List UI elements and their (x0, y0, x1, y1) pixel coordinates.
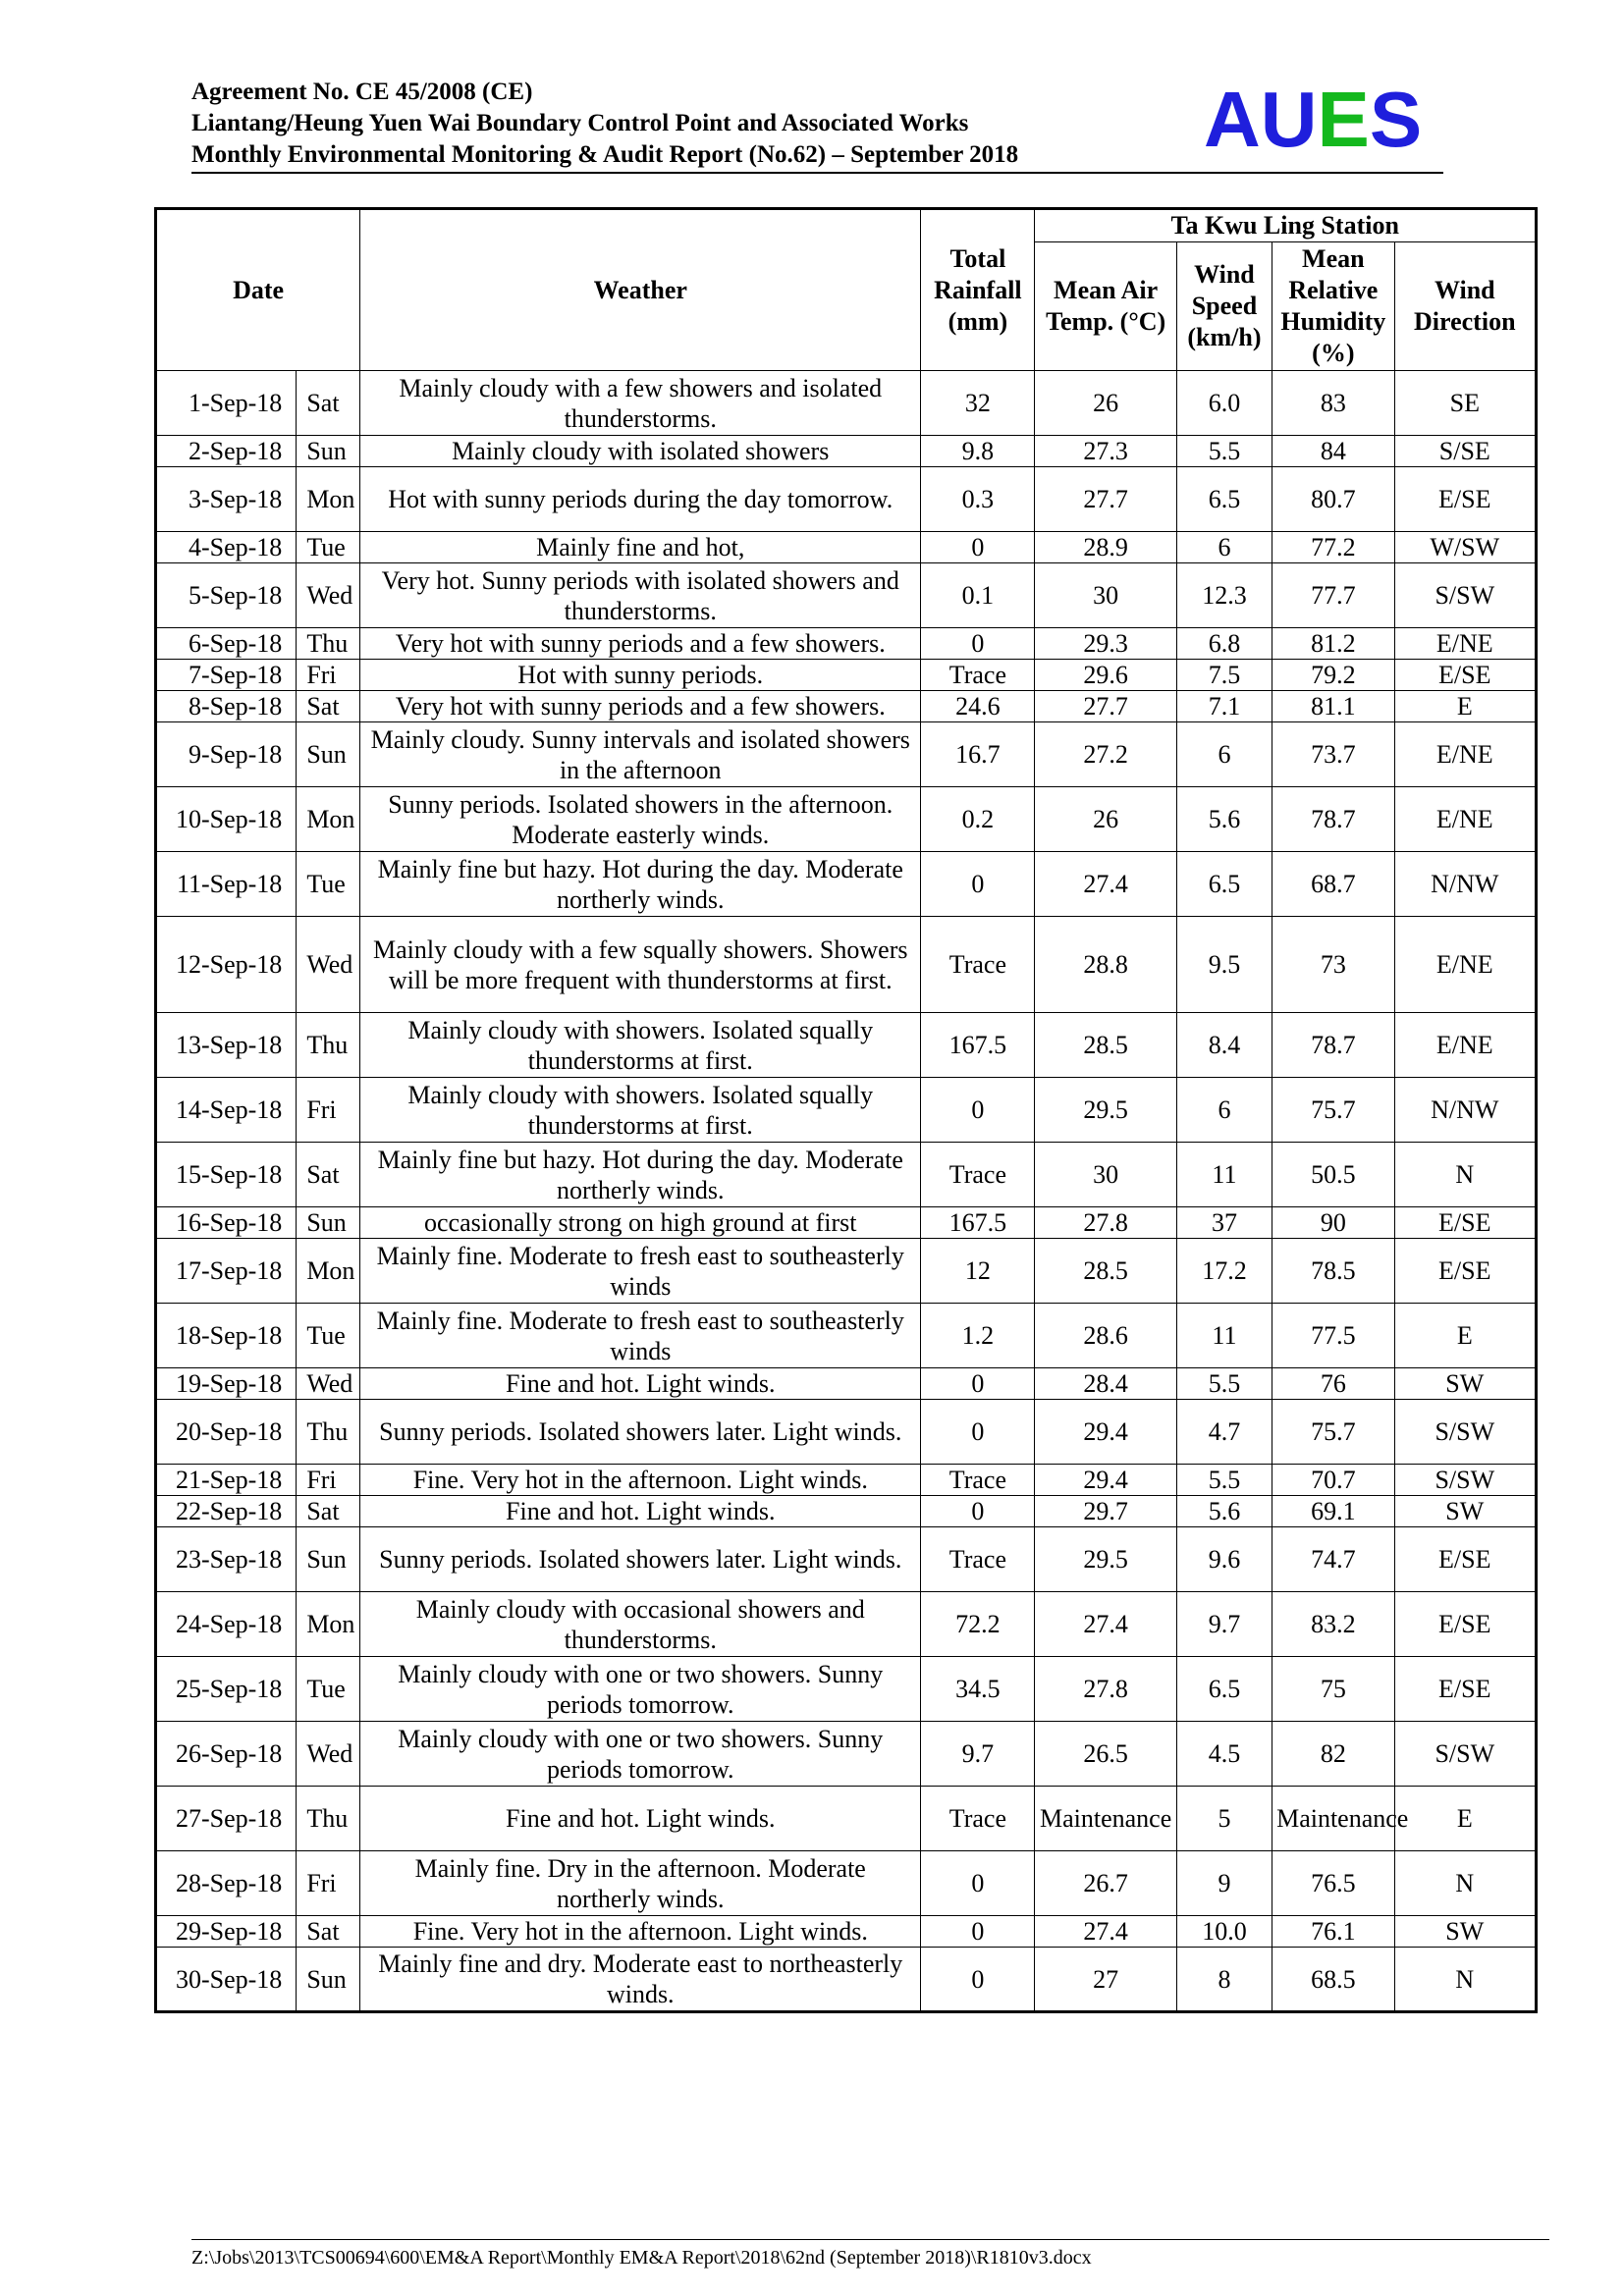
table-row (156, 1657, 1537, 1722)
table-cell-rainfall: 32 (921, 371, 1035, 436)
table-cell-wind-direction: E (1394, 1787, 1536, 1851)
table-cell-weather: Mainly cloudy with a few showers and isolated thunderstorms. (360, 371, 921, 436)
table-cell-wind-direction: S/SW (1394, 1722, 1536, 1787)
table-row (156, 1916, 1537, 1948)
table-cell-day: Thu (297, 1400, 360, 1465)
table-cell-weather: Mainly fine. Dry in the afternoon. Moderate northerly winds. (360, 1851, 921, 1916)
table-row (156, 1368, 1537, 1400)
table-cell-rainfall: 1.2 (921, 1304, 1035, 1368)
table-cell-date: 23-Sep-18 (156, 1527, 297, 1592)
table-cell-humidity: 75.7 (1272, 1078, 1394, 1143)
table-cell-date: 27-Sep-18 (156, 1787, 297, 1851)
table-cell-rainfall: Trace (921, 1143, 1035, 1207)
table-cell-date: 19-Sep-18 (156, 1368, 297, 1400)
table-cell-day: Mon (297, 787, 360, 852)
table-cell-humidity: 77.5 (1272, 1304, 1394, 1368)
table-cell-day: Sun (297, 1948, 360, 2012)
table-cell-rainfall: 0 (921, 1368, 1035, 1400)
table-cell-wind-direction: W/SW (1394, 532, 1536, 563)
table-cell-wind-direction: E/SE (1394, 467, 1536, 532)
table-cell-weather: Fine. Very hot in the afternoon. Light winds. (360, 1916, 921, 1948)
table-cell-temp: 27.7 (1035, 691, 1176, 722)
table-cell-day: Sun (297, 1207, 360, 1239)
table-cell-wind-direction: E (1394, 691, 1536, 722)
table-cell-date: 16-Sep-18 (156, 1207, 297, 1239)
table-cell-wind-speed: 8.4 (1176, 1013, 1272, 1078)
table-cell-day: Tue (297, 1657, 360, 1722)
table-cell-weather: Hot with sunny periods during the day tomorrow. (360, 467, 921, 532)
header-station: Ta Kwu Ling Station (1035, 209, 1537, 242)
table-cell-weather: Mainly cloudy with showers. Isolated squally thunderstorms at first. (360, 1078, 921, 1143)
table-cell-wind-direction: N (1394, 1143, 1536, 1207)
table-cell-rainfall: 0.1 (921, 563, 1035, 628)
table-cell-humidity: 90 (1272, 1207, 1394, 1239)
table-cell-weather: Mainly cloudy with a few squally showers. Showers will be more frequent with thunderstorms at first. (360, 917, 921, 1013)
table-cell-wind-speed: 8 (1176, 1948, 1272, 2012)
table-cell-rainfall: 0 (921, 1851, 1035, 1916)
table-cell-wind-speed: 6.5 (1176, 467, 1272, 532)
project-title: Liantang/Heung Yuen Wai Boundary Control Point and Associated Works (191, 110, 969, 136)
table-cell-date: 30-Sep-18 (156, 1948, 297, 2012)
table-cell-temp: 30 (1035, 563, 1176, 628)
header-date: Date (156, 209, 360, 371)
table-cell-wind-direction: S/SE (1394, 436, 1536, 467)
table-cell-humidity: 76.5 (1272, 1851, 1394, 1916)
table-body (156, 371, 1537, 2012)
table-row (156, 1592, 1537, 1657)
table-cell-weather: Mainly cloudy with one or two showers. Sunny periods tomorrow. (360, 1657, 921, 1722)
table-cell-date: 21-Sep-18 (156, 1465, 297, 1496)
table-row (156, 371, 1537, 436)
table-cell-weather: Fine and hot. Light winds. (360, 1368, 921, 1400)
table-cell-date: 5-Sep-18 (156, 563, 297, 628)
table-cell-rainfall: 9.8 (921, 436, 1035, 467)
table-row (156, 660, 1537, 691)
table-cell-wind-direction: E/NE (1394, 917, 1536, 1013)
table-cell-wind-speed: 5.6 (1176, 1496, 1272, 1527)
table-cell-rainfall: 16.7 (921, 722, 1035, 787)
table-cell-wind-direction: SW (1394, 1496, 1536, 1527)
table-cell-wind-direction: E/NE (1394, 722, 1536, 787)
table-row (156, 787, 1537, 852)
table-cell-temp: Maintenance (1035, 1787, 1176, 1851)
table-cell-rainfall: 0 (921, 1916, 1035, 1948)
header-wind-speed: Wind Speed (km/h) (1176, 242, 1272, 371)
table-cell-rainfall: Trace (921, 1527, 1035, 1592)
table-cell-weather: Mainly cloudy with showers. Isolated squally thunderstorms at first. (360, 1013, 921, 1078)
table-cell-wind-direction: N (1394, 1851, 1536, 1916)
table-cell-wind-direction: S/SW (1394, 563, 1536, 628)
table-cell-rainfall: 72.2 (921, 1592, 1035, 1657)
table-cell-humidity: 80.7 (1272, 467, 1394, 532)
table-cell-temp: 26 (1035, 787, 1176, 852)
table-cell-day: Sat (297, 371, 360, 436)
table-cell-weather: Mainly fine and dry. Moderate east to northeasterly winds. (360, 1948, 921, 2012)
table-row (156, 722, 1537, 787)
table-cell-temp: 29.4 (1035, 1465, 1176, 1496)
table-cell-humidity: 78.5 (1272, 1239, 1394, 1304)
table-cell-day: Mon (297, 1592, 360, 1657)
table-cell-day: Sun (297, 1527, 360, 1592)
table-cell-weather: Mainly cloudy with isolated showers (360, 436, 921, 467)
table-cell-rainfall: Trace (921, 1465, 1035, 1496)
table-cell-humidity: 84 (1272, 436, 1394, 467)
table-cell-rainfall: Trace (921, 1787, 1035, 1851)
table-cell-wind-speed: 5.6 (1176, 787, 1272, 852)
table-cell-wind-speed: 4.5 (1176, 1722, 1272, 1787)
table-cell-weather: occasionally strong on high ground at first (360, 1207, 921, 1239)
table-cell-date: 10-Sep-18 (156, 787, 297, 852)
table-cell-temp: 26 (1035, 371, 1176, 436)
table-cell-day: Sat (297, 1496, 360, 1527)
table-cell-humidity: 73 (1272, 917, 1394, 1013)
report-title: Monthly Environmental Monitoring & Audit Report (No.62) – September 2018 (191, 141, 1019, 168)
table-cell-humidity: 83 (1272, 371, 1394, 436)
table-row (156, 691, 1537, 722)
table-cell-wind-speed: 6.8 (1176, 628, 1272, 660)
table-cell-rainfall: 0.3 (921, 467, 1035, 532)
table-cell-wind-direction: E/SE (1394, 1527, 1536, 1592)
table-cell-day: Sat (297, 1916, 360, 1948)
table-cell-humidity: 81.2 (1272, 628, 1394, 660)
table-cell-rainfall: Trace (921, 917, 1035, 1013)
table-cell-date: 3-Sep-18 (156, 467, 297, 532)
table-cell-temp: 28.6 (1035, 1304, 1176, 1368)
table-cell-date: 14-Sep-18 (156, 1078, 297, 1143)
table-cell-day: Tue (297, 852, 360, 917)
table-cell-wind-speed: 10.0 (1176, 1916, 1272, 1948)
table-cell-wind-speed: 9 (1176, 1851, 1272, 1916)
table-cell-wind-speed: 6 (1176, 532, 1272, 563)
table-row (156, 532, 1537, 563)
table-cell-day: Wed (297, 563, 360, 628)
table-cell-humidity: 76.1 (1272, 1916, 1394, 1948)
table-cell-wind-speed: 7.5 (1176, 660, 1272, 691)
table-cell-date: 22-Sep-18 (156, 1496, 297, 1527)
table-cell-temp: 27.4 (1035, 852, 1176, 917)
table-cell-wind-speed: 5.5 (1176, 1465, 1272, 1496)
table-cell-wind-direction: N (1394, 1948, 1536, 2012)
table-cell-temp: 28.4 (1035, 1368, 1176, 1400)
table-cell-temp: 28.9 (1035, 532, 1176, 563)
table-cell-humidity: 69.1 (1272, 1496, 1394, 1527)
table-cell-date: 26-Sep-18 (156, 1722, 297, 1787)
table-cell-date: 2-Sep-18 (156, 436, 297, 467)
table-cell-date: 11-Sep-18 (156, 852, 297, 917)
table-row (156, 1078, 1537, 1143)
table-cell-humidity: Maintenance (1272, 1787, 1394, 1851)
table-cell-date: 29-Sep-18 (156, 1916, 297, 1948)
table-cell-temp: 26.5 (1035, 1722, 1176, 1787)
table-cell-weather: Sunny periods. Isolated showers later. Light winds. (360, 1400, 921, 1465)
table-cell-rainfall: 0 (921, 1400, 1035, 1465)
table-cell-date: 1-Sep-18 (156, 371, 297, 436)
table-cell-day: Fri (297, 1851, 360, 1916)
table-cell-temp: 28.5 (1035, 1013, 1176, 1078)
table-cell-weather: Mainly fine and hot, (360, 532, 921, 563)
table-cell-weather: Mainly cloudy. Sunny intervals and isolated showers in the afternoon (360, 722, 921, 787)
table-cell-date: 28-Sep-18 (156, 1851, 297, 1916)
table-cell-date: 6-Sep-18 (156, 628, 297, 660)
table-cell-temp: 27.7 (1035, 467, 1176, 532)
table-cell-temp: 27.8 (1035, 1657, 1176, 1722)
table-cell-rainfall: 167.5 (921, 1013, 1035, 1078)
table-cell-rainfall: 24.6 (921, 691, 1035, 722)
table-cell-wind-speed: 5.5 (1176, 1368, 1272, 1400)
table-cell-temp: 29.4 (1035, 1400, 1176, 1465)
table-cell-temp: 28.5 (1035, 1239, 1176, 1304)
table-cell-weather: Mainly fine but hazy. Hot during the day. Moderate northerly winds. (360, 852, 921, 917)
table-cell-rainfall: 0 (921, 628, 1035, 660)
table-cell-day: Sun (297, 722, 360, 787)
table-cell-date: 12-Sep-18 (156, 917, 297, 1013)
table-cell-day: Fri (297, 1465, 360, 1496)
table-row (156, 1465, 1537, 1496)
table-cell-wind-direction: SW (1394, 1368, 1536, 1400)
table-cell-day: Fri (297, 660, 360, 691)
table-cell-weather: Very hot with sunny periods and a few showers. (360, 628, 921, 660)
table-cell-weather: Mainly cloudy with one or two showers. Sunny periods tomorrow. (360, 1722, 921, 1787)
table-cell-wind-speed: 7.1 (1176, 691, 1272, 722)
table-cell-wind-direction: E/SE (1394, 1592, 1536, 1657)
table-cell-wind-direction: SW (1394, 1916, 1536, 1948)
table-cell-day: Thu (297, 1787, 360, 1851)
table-cell-wind-direction: E/SE (1394, 1207, 1536, 1239)
table-cell-wind-speed: 37 (1176, 1207, 1272, 1239)
table-row (156, 1722, 1537, 1787)
table-cell-wind-speed: 11 (1176, 1143, 1272, 1207)
table-cell-day: Mon (297, 1239, 360, 1304)
table-cell-wind-direction: E/NE (1394, 628, 1536, 660)
aues-logo (1204, 76, 1423, 163)
table-cell-wind-speed: 12.3 (1176, 563, 1272, 628)
table-cell-day: Tue (297, 1304, 360, 1368)
table-row (156, 917, 1537, 1013)
table-cell-weather: Very hot with sunny periods and a few showers. (360, 691, 921, 722)
table-row (156, 1207, 1537, 1239)
table-cell-date: 9-Sep-18 (156, 722, 297, 787)
table-cell-weather: Fine and hot. Light winds. (360, 1496, 921, 1527)
table-cell-humidity: 82 (1272, 1722, 1394, 1787)
table-cell-weather: Fine and hot. Light winds. (360, 1787, 921, 1851)
table-cell-weather: Fine. Very hot in the afternoon. Light winds. (360, 1465, 921, 1496)
table-row (156, 1948, 1537, 2012)
table-cell-wind-speed: 6.5 (1176, 1657, 1272, 1722)
table-cell-day: Wed (297, 1722, 360, 1787)
table-cell-temp: 26.7 (1035, 1851, 1176, 1916)
table-row (156, 1787, 1537, 1851)
table-cell-humidity: 75.7 (1272, 1400, 1394, 1465)
table-row (156, 1304, 1537, 1368)
table-cell-weather: Sunny periods. Isolated showers later. Light winds. (360, 1527, 921, 1592)
table-cell-wind-speed: 5 (1176, 1787, 1272, 1851)
table-cell-date: 25-Sep-18 (156, 1657, 297, 1722)
table-row (156, 1496, 1537, 1527)
table-cell-temp: 29.6 (1035, 660, 1176, 691)
table-cell-temp: 27.8 (1035, 1207, 1176, 1239)
table-cell-wind-speed: 9.6 (1176, 1527, 1272, 1592)
header-humidity: Mean Relative Humidity (%) (1272, 242, 1394, 371)
table-cell-humidity: 70.7 (1272, 1465, 1394, 1496)
weather-table (154, 207, 1538, 2013)
table-row (156, 1851, 1537, 1916)
table-cell-temp: 27.3 (1035, 436, 1176, 467)
table-cell-wind-direction: E/SE (1394, 1239, 1536, 1304)
table-cell-wind-direction: E/NE (1394, 787, 1536, 852)
table-row (156, 436, 1537, 467)
table-cell-humidity: 74.7 (1272, 1527, 1394, 1592)
table-cell-wind-speed: 11 (1176, 1304, 1272, 1368)
table-cell-humidity: 77.2 (1272, 532, 1394, 563)
table-row (156, 1527, 1537, 1592)
header-weather: Weather (360, 209, 921, 371)
table-cell-date: 15-Sep-18 (156, 1143, 297, 1207)
table-cell-temp: 27 (1035, 1948, 1176, 2012)
table-cell-humidity: 78.7 (1272, 787, 1394, 852)
table-cell-date: 18-Sep-18 (156, 1304, 297, 1368)
header-divider (191, 172, 1443, 174)
table-cell-date: 13-Sep-18 (156, 1013, 297, 1078)
header-wind-direction: Wind Direction (1394, 242, 1536, 371)
table-cell-rainfall: 167.5 (921, 1207, 1035, 1239)
table-cell-temp: 28.8 (1035, 917, 1176, 1013)
table-row (156, 1013, 1537, 1078)
table-cell-day: Mon (297, 467, 360, 532)
table-cell-weather: Mainly cloudy with occasional showers and thunderstorms. (360, 1592, 921, 1657)
table-cell-weather: Mainly fine but hazy. Hot during the day. Moderate northerly winds. (360, 1143, 921, 1207)
file-path: Z:\Jobs\2013\TCS00694\600\EM&A Report\Monthly EM&A Report\2018\62nd (September 2018)\R1810v3.docx (191, 2247, 1092, 2269)
table-cell-humidity: 68.7 (1272, 852, 1394, 917)
table-cell-humidity: 78.7 (1272, 1013, 1394, 1078)
table-cell-weather: Mainly fine. Moderate to fresh east to southeasterly winds (360, 1239, 921, 1304)
table-cell-humidity: 81.1 (1272, 691, 1394, 722)
table-cell-temp: 27.2 (1035, 722, 1176, 787)
table-cell-rainfall: 0 (921, 1948, 1035, 2012)
logo-text-part2: E (1317, 76, 1370, 163)
table-cell-wind-direction: N/NW (1394, 852, 1536, 917)
table-cell-temp: 29.5 (1035, 1527, 1176, 1592)
table-cell-date: 7-Sep-18 (156, 660, 297, 691)
table-cell-weather: Hot with sunny periods. (360, 660, 921, 691)
table-cell-rainfall: Trace (921, 660, 1035, 691)
header-temp: Mean Air Temp. (°C) (1035, 242, 1176, 371)
table-cell-rainfall: 12 (921, 1239, 1035, 1304)
table-cell-date: 4-Sep-18 (156, 532, 297, 563)
table-cell-wind-speed: 17.2 (1176, 1239, 1272, 1304)
table-cell-rainfall: 0.2 (921, 787, 1035, 852)
table-cell-date: 8-Sep-18 (156, 691, 297, 722)
table-cell-humidity: 79.2 (1272, 660, 1394, 691)
table-row (156, 852, 1537, 917)
table-cell-day: Sun (297, 436, 360, 467)
table-cell-wind-direction: S/SW (1394, 1400, 1536, 1465)
table-cell-rainfall: 0 (921, 852, 1035, 917)
footer-divider (191, 2239, 1549, 2240)
table-cell-temp: 27.4 (1035, 1592, 1176, 1657)
agreement-number: Agreement No. CE 45/2008 (CE) (191, 79, 533, 105)
table-cell-temp: 29.7 (1035, 1496, 1176, 1527)
table-cell-day: Tue (297, 532, 360, 563)
table-cell-rainfall: 0 (921, 1496, 1035, 1527)
table-cell-day: Wed (297, 917, 360, 1013)
table-cell-date: 20-Sep-18 (156, 1400, 297, 1465)
table-cell-wind-direction: E (1394, 1304, 1536, 1368)
table-cell-wind-speed: 4.7 (1176, 1400, 1272, 1465)
table-cell-wind-direction: N/NW (1394, 1078, 1536, 1143)
table-row (156, 1400, 1537, 1465)
table-cell-date: 17-Sep-18 (156, 1239, 297, 1304)
table-cell-wind-speed: 6.5 (1176, 852, 1272, 917)
table-cell-humidity: 73.7 (1272, 722, 1394, 787)
table-cell-weather: Very hot. Sunny periods with isolated showers and thunderstorms. (360, 563, 921, 628)
table-cell-humidity: 83.2 (1272, 1592, 1394, 1657)
table-cell-rainfall: 0 (921, 1078, 1035, 1143)
table-cell-rainfall: 9.7 (921, 1722, 1035, 1787)
table-cell-wind-direction: S/SW (1394, 1465, 1536, 1496)
table-cell-day: Thu (297, 1013, 360, 1078)
table-cell-temp: 29.3 (1035, 628, 1176, 660)
table-cell-day: Sat (297, 1143, 360, 1207)
table-row (156, 563, 1537, 628)
table-cell-weather: Mainly fine. Moderate to fresh east to southeasterly winds (360, 1304, 921, 1368)
logo-text-part1: AU (1204, 76, 1318, 163)
table-cell-date: 24-Sep-18 (156, 1592, 297, 1657)
table-row (156, 628, 1537, 660)
table-cell-wind-direction: SE (1394, 371, 1536, 436)
logo-text-part3: S (1369, 76, 1423, 163)
table-cell-day: Wed (297, 1368, 360, 1400)
table-cell-wind-speed: 6.0 (1176, 371, 1272, 436)
table-row (156, 467, 1537, 532)
table-cell-wind-speed: 6 (1176, 1078, 1272, 1143)
table-cell-wind-direction: E/NE (1394, 1013, 1536, 1078)
table-cell-weather: Sunny periods. Isolated showers in the afternoon. Moderate easterly winds. (360, 787, 921, 852)
table-cell-humidity: 77.7 (1272, 563, 1394, 628)
table-cell-wind-direction: E/SE (1394, 1657, 1536, 1722)
table-cell-rainfall: 34.5 (921, 1657, 1035, 1722)
table-cell-temp: 29.5 (1035, 1078, 1176, 1143)
table-cell-wind-speed: 5.5 (1176, 436, 1272, 467)
table-row (156, 1239, 1537, 1304)
table-cell-day: Fri (297, 1078, 360, 1143)
table-cell-wind-speed: 6 (1176, 722, 1272, 787)
table-cell-wind-speed: 9.5 (1176, 917, 1272, 1013)
table-cell-humidity: 76 (1272, 1368, 1394, 1400)
table-cell-humidity: 75 (1272, 1657, 1394, 1722)
table-cell-day: Sat (297, 691, 360, 722)
table-cell-rainfall: 0 (921, 532, 1035, 563)
table-cell-temp: 30 (1035, 1143, 1176, 1207)
table-cell-humidity: 50.5 (1272, 1143, 1394, 1207)
table-cell-temp: 27.4 (1035, 1916, 1176, 1948)
table-cell-wind-direction: E/SE (1394, 660, 1536, 691)
table-cell-humidity: 68.5 (1272, 1948, 1394, 2012)
table-cell-wind-speed: 9.7 (1176, 1592, 1272, 1657)
header-rainfall: Total Rainfall (mm) (921, 209, 1035, 371)
table-row (156, 1143, 1537, 1207)
table-cell-day: Thu (297, 628, 360, 660)
